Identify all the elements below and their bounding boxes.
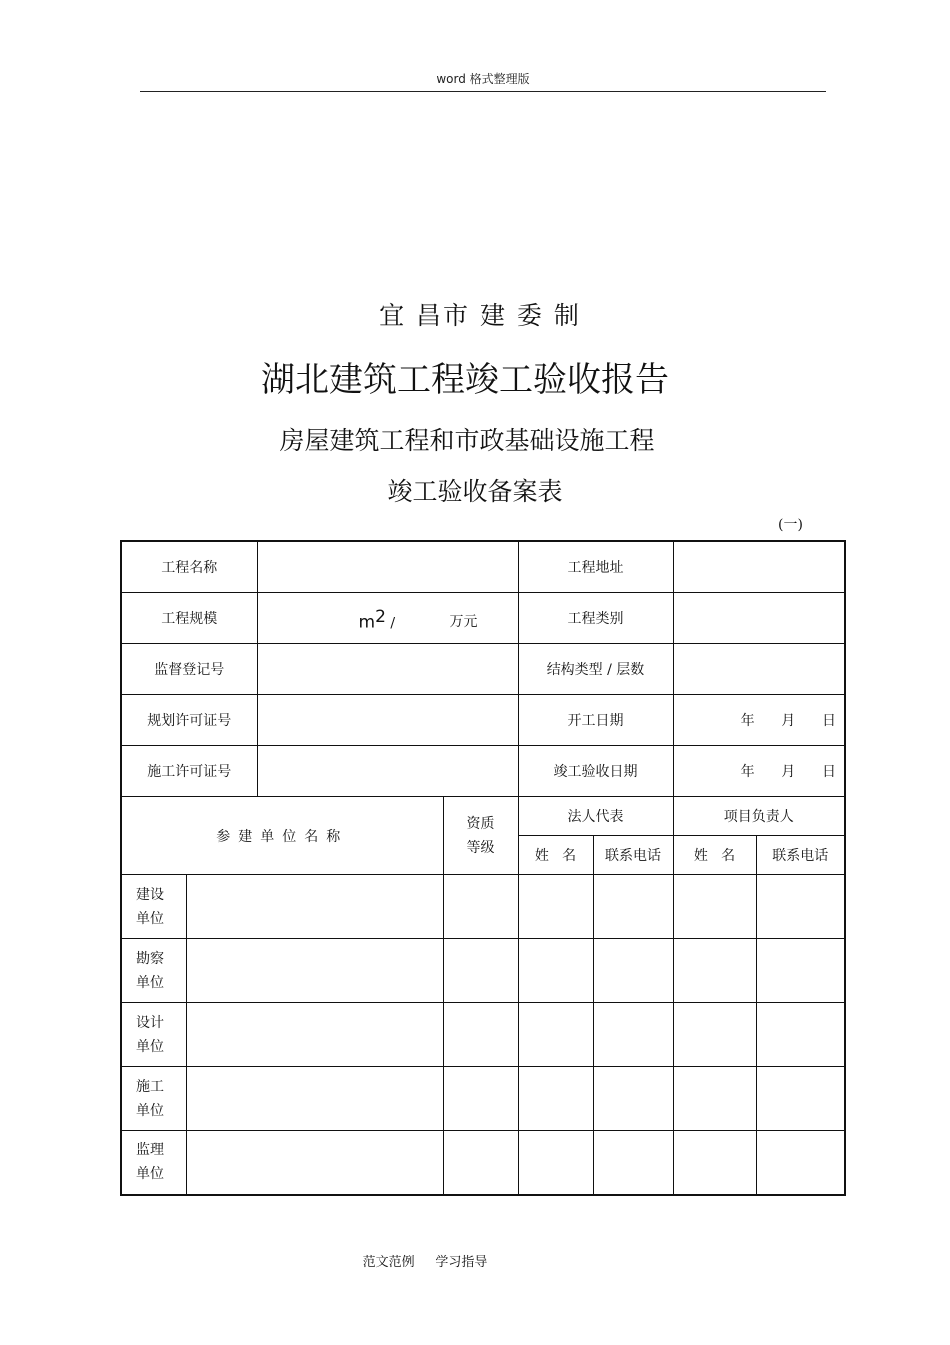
leader-phone-header: 联系电话	[756, 836, 845, 875]
unit-type-line1: 监理	[136, 1142, 164, 1159]
unit-legal-rep-name-field[interactable]	[518, 1131, 593, 1195]
issuer-line: 宜 昌市 建 委 制	[379, 301, 581, 330]
unit-legal-rep-name-field[interactable]	[518, 1067, 593, 1131]
project-name-field[interactable]	[257, 541, 518, 593]
unit-name-field[interactable]	[186, 1131, 443, 1195]
unit-legal-rep-phone-field[interactable]	[593, 1067, 673, 1131]
form-number: (一)	[778, 517, 803, 533]
unit-name-field[interactable]	[186, 1067, 443, 1131]
unit-leader-phone-field[interactable]	[756, 1003, 845, 1067]
construction-permit-label: 施工许可证号	[121, 746, 257, 797]
unit-type-label	[121, 875, 186, 939]
unit-type-line1: 设计	[136, 1014, 164, 1031]
unit-name-header: 参建单位名称	[121, 797, 443, 875]
unit-legal-rep-name-field[interactable]	[518, 1003, 593, 1067]
unit-legal-rep-phone-field[interactable]	[593, 1003, 673, 1067]
project-address-field[interactable]	[673, 541, 845, 593]
unit-leader-phone-field[interactable]	[756, 939, 845, 1003]
unit-name-field[interactable]	[186, 875, 443, 939]
form-title: 竣工验收备案表	[387, 477, 563, 506]
unit-type-line1: 勘察	[136, 950, 164, 967]
unit-qualification-field[interactable]	[443, 875, 518, 939]
unit-type-label	[121, 1131, 186, 1195]
project-category-label: 工程类别	[518, 593, 673, 644]
project-scale-label: 工程规模	[121, 593, 257, 644]
unit-type-label	[121, 1067, 186, 1131]
project-address-label: 工程地址	[518, 541, 673, 593]
row-supervision	[121, 644, 845, 695]
main-title: 湖北建筑工程竣工验收报告	[261, 360, 669, 400]
unit-legal-rep-phone-field[interactable]	[593, 875, 673, 939]
unit-legal-rep-name-field[interactable]	[518, 939, 593, 1003]
row-construction-permit	[121, 746, 845, 797]
units-header-row-1	[121, 797, 845, 836]
completion-date-label: 竣工验收日期	[518, 746, 673, 797]
unit-legal-rep-name-field[interactable]	[518, 875, 593, 939]
unit-type-line2: 单位	[136, 1102, 164, 1119]
project-name-label: 工程名称	[121, 541, 257, 593]
page-footer: 范文范例 学习指导	[362, 1255, 488, 1270]
unit-qualification-field[interactable]	[443, 1067, 518, 1131]
leader-name-header: 姓 名	[673, 836, 756, 875]
unit-row-survey	[121, 939, 845, 1003]
row-project-name	[121, 541, 845, 593]
area-unit	[359, 607, 396, 633]
sub-title: 房屋建筑工程和市政基础设施工程	[279, 426, 655, 455]
project-leader-header: 项目负责人	[673, 797, 845, 836]
unit-row-design	[121, 1003, 845, 1067]
qualification-header-line2: 等级	[466, 839, 495, 856]
construction-permit-field[interactable]	[257, 746, 518, 797]
structure-floors-field[interactable]	[673, 644, 845, 695]
unit-type-line2: 单位	[136, 1166, 164, 1183]
unit-row-construction	[121, 875, 845, 939]
unit-type-line1: 建设	[136, 886, 164, 903]
unit-leader-name-field[interactable]	[673, 1003, 756, 1067]
unit-type-line2: 单位	[136, 910, 164, 927]
structure-floors-label: 结构类型 / 层数	[518, 644, 673, 695]
unit-leader-name-field[interactable]	[673, 1067, 756, 1131]
header-rule	[140, 91, 826, 92]
cost-unit: 万元	[449, 614, 478, 630]
unit-leader-phone-field[interactable]	[756, 1131, 845, 1195]
unit-leader-name-field[interactable]	[673, 1131, 756, 1195]
planning-permit-field[interactable]	[257, 695, 518, 746]
area-unit-sup: 2	[375, 607, 386, 627]
unit-qualification-field[interactable]	[443, 939, 518, 1003]
row-planning-permit	[121, 695, 845, 746]
legal-rep-name-header: 姓 名	[518, 836, 593, 875]
unit-type-line2: 单位	[136, 1038, 164, 1055]
unit-legal-rep-phone-field[interactable]	[593, 939, 673, 1003]
unit-legal-rep-phone-field[interactable]	[593, 1131, 673, 1195]
unit-name-field[interactable]	[186, 939, 443, 1003]
unit-type-label	[121, 1003, 186, 1067]
start-date-field[interactable]: 年 月 日	[673, 695, 845, 746]
unit-type-label	[121, 939, 186, 1003]
qualification-header-line1: 资质	[466, 815, 495, 832]
unit-leader-phone-field[interactable]	[756, 875, 845, 939]
unit-qualification-field[interactable]	[443, 1003, 518, 1067]
row-project-scale	[121, 593, 845, 644]
unit-type-line2: 单位	[136, 974, 164, 991]
project-category-field[interactable]	[673, 593, 845, 644]
unit-qualification-field[interactable]	[443, 1131, 518, 1195]
unit-row-contractor	[121, 1067, 845, 1131]
unit-type-line1: 施工	[136, 1078, 164, 1095]
unit-leader-name-field[interactable]	[673, 875, 756, 939]
planning-permit-label: 规划许可证号	[121, 695, 257, 746]
legal-rep-phone-header: 联系电话	[593, 836, 673, 875]
unit-row-supervisor	[121, 1131, 845, 1195]
completion-date-field[interactable]: 年 月 日	[673, 746, 845, 797]
project-scale-field[interactable]	[257, 593, 518, 644]
supervision-reg-label: 监督登记号	[121, 644, 257, 695]
legal-rep-header: 法人代表	[518, 797, 673, 836]
area-unit-slash: /	[385, 615, 396, 632]
unit-name-field[interactable]	[186, 1003, 443, 1067]
unit-leader-name-field[interactable]	[673, 939, 756, 1003]
supervision-reg-field[interactable]	[257, 644, 518, 695]
page-header: word 格式整理版	[436, 72, 530, 86]
record-form-table	[120, 540, 846, 1196]
qualification-header	[443, 797, 518, 875]
unit-leader-phone-field[interactable]	[756, 1067, 845, 1131]
area-unit-m: m	[358, 612, 376, 633]
start-date-label: 开工日期	[518, 695, 673, 746]
